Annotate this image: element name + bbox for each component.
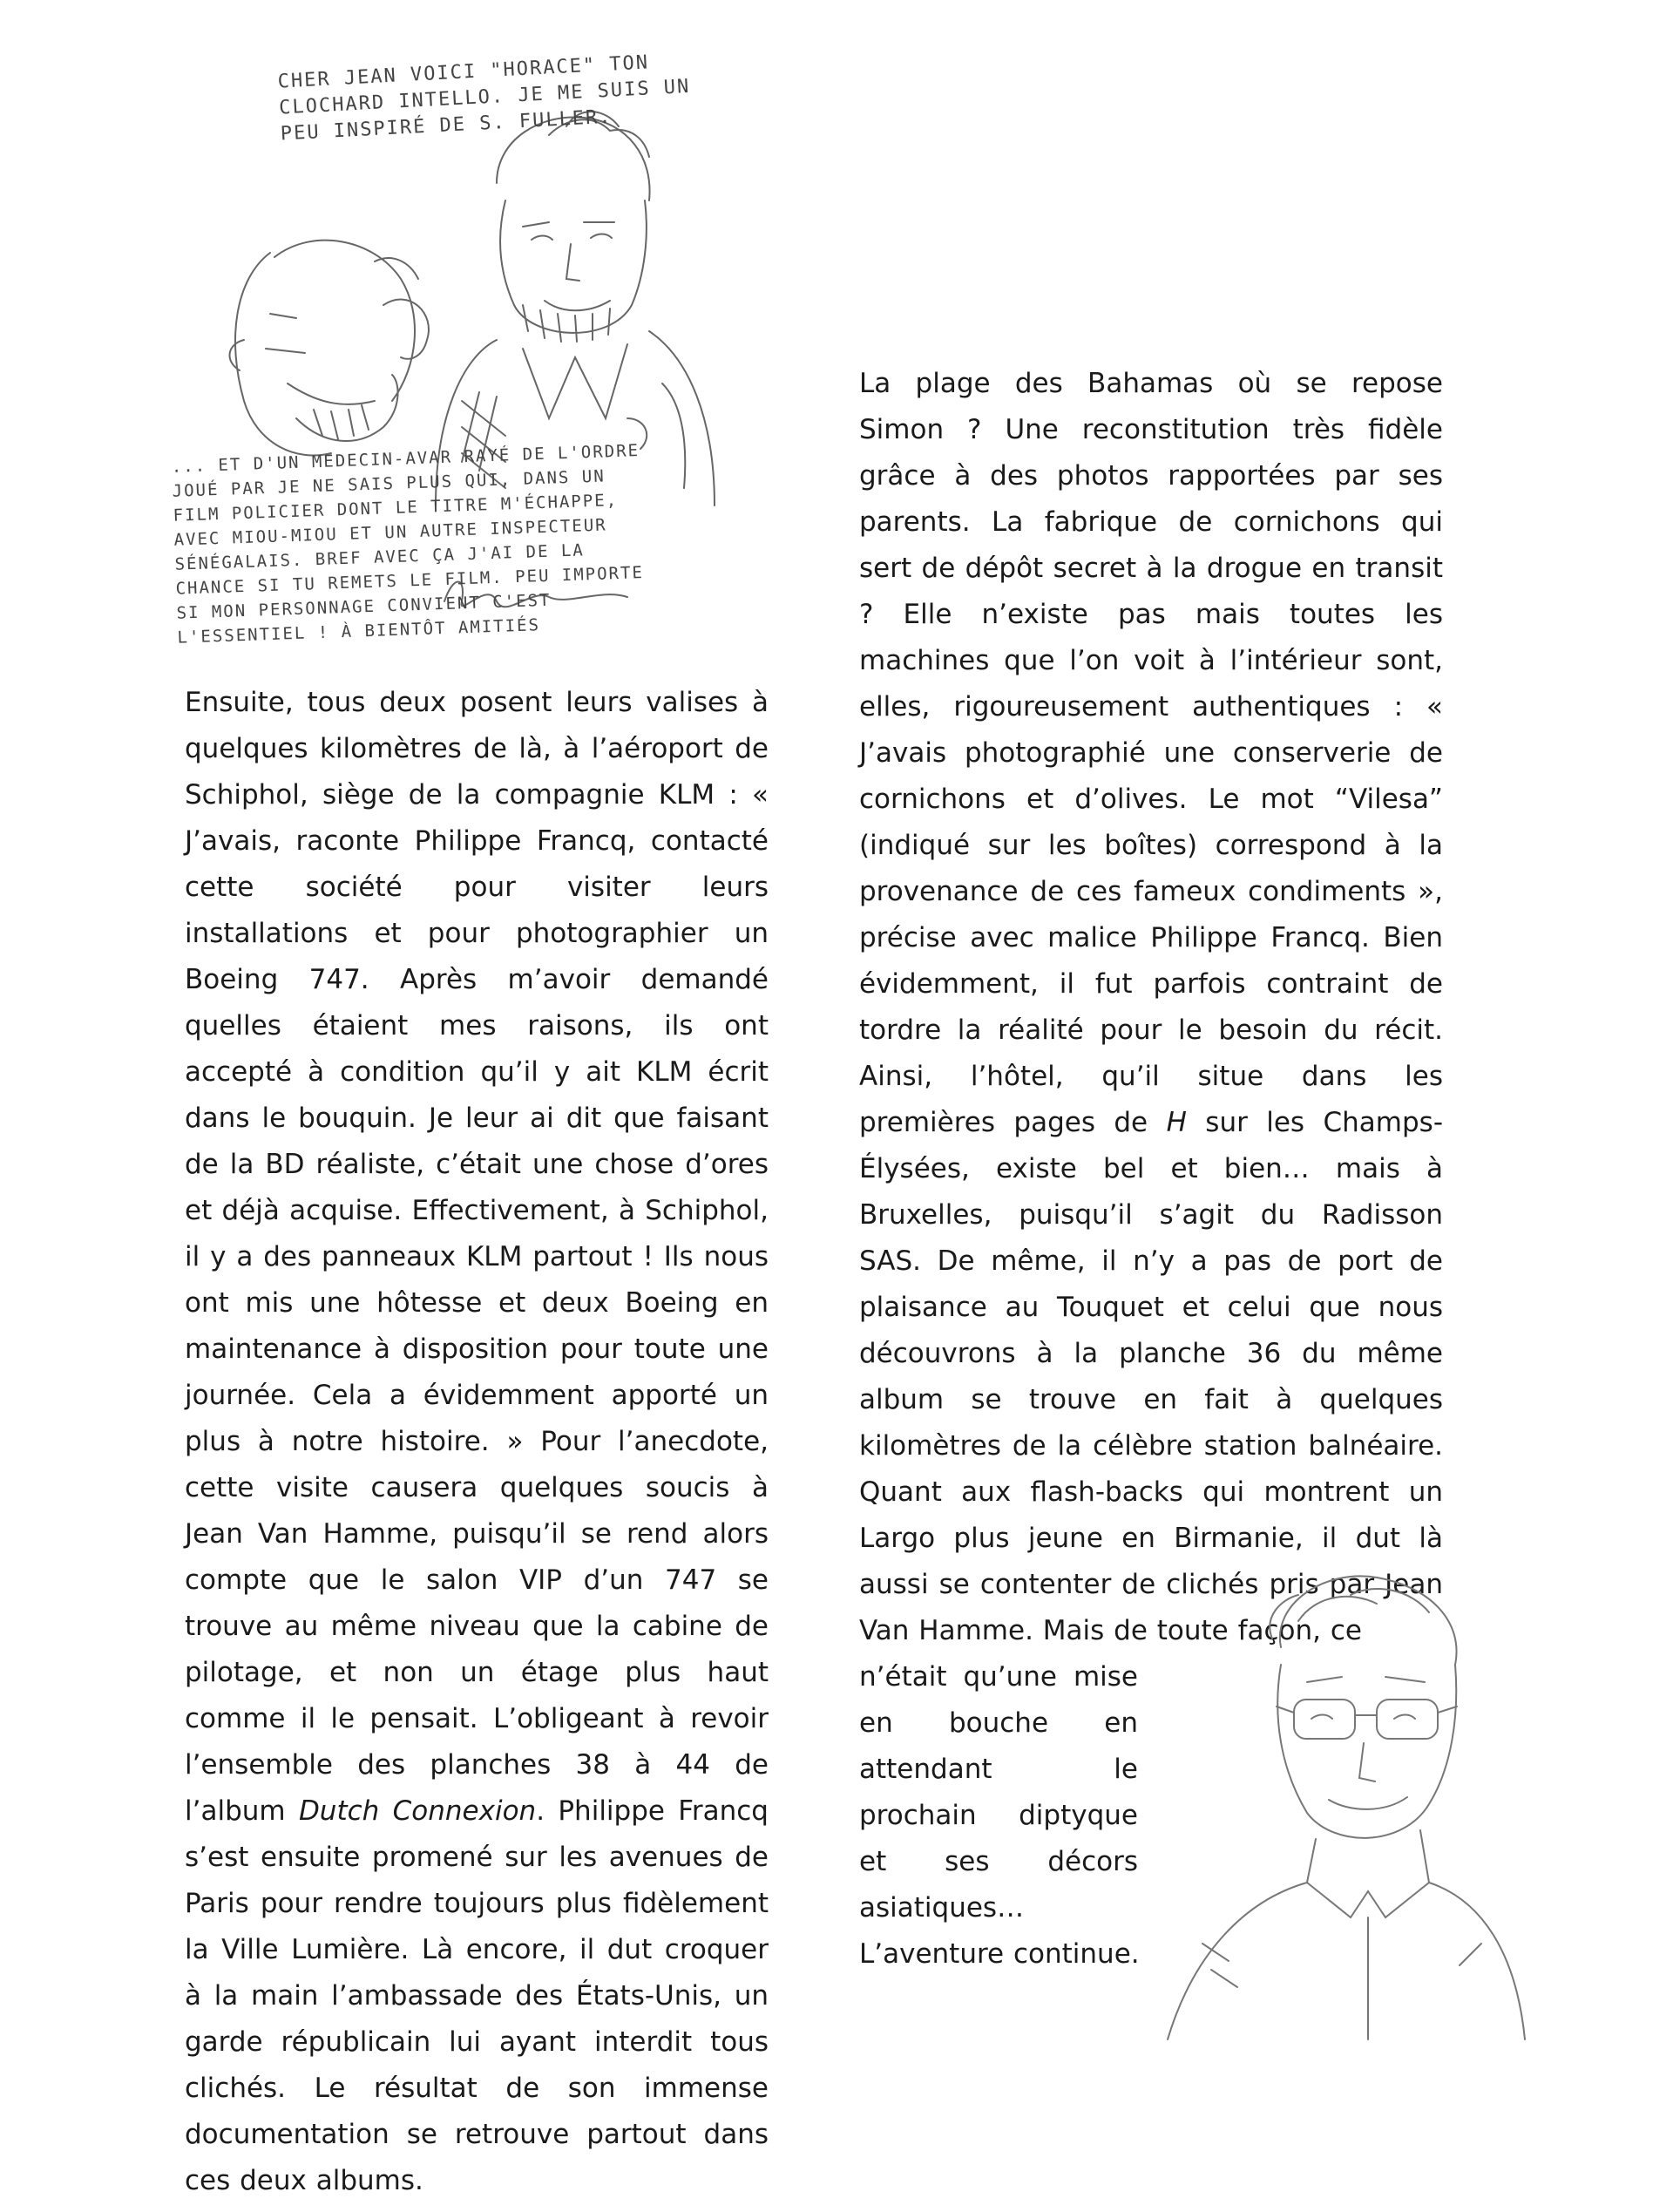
left-column-text <box>185 680 769 2204</box>
portrait-sketch-image <box>1150 1569 1534 2057</box>
right-paragraph: La plage des Bahamas où se repose Simon ? Une reconstitution très fidèle grâce à des photos rapportées par ses parents. La fabrique de cornichons qui sert de dépôt secret à la drogue en transit ? Elle n’existe pas mais toutes les machines que l’on voit à l’intérieur sont, elles, rigoureusement authentiques : « J’avais photographié une conserverie de cornichons et d’olives. Le mot “Vilesa” (indiqué sur les boîtes) correspond à la provenance de ces fameux condiments », précise avec malice Philippe Francq. Bien évidemment, il fut parfois contraint de tordre la réalité pour le besoin du récit. Ainsi, l’hôtel, qu’il situe dans les premières pages de H sur les Champs-Élysées, existe bel et bien… mais à Bruxelles, puisqu’il s’agit du Radisson SAS. De même, il n’y a pas de port de plaisance au Touquet et celui que nous découvrons à la planche 36 du même album se trouve en fait à quelques kilomètres de la célèbre station balnéaire. Quant aux flash-backs qui montrent un Largo plus jeune en Birmanie, il dut là aussi se contenter de clichés pris par Jean Van Hamme. Mais de toute façon, ce <box>859 368 1444 1646</box>
right-paragraph-short: n’était qu’une mise en bouche en attendant le prochain diptyque et ses décors asiatiques… <box>859 1661 1138 1924</box>
left-paragraph: Ensuite, tous deux posent leurs valises à quelques kilomètres de là, à l’aéroport de Schiphol, siège de la compagnie KLM : « J’avais, raconte Philippe Francq, contacté cette société pour visiter leurs installations et pour photographier un Boeing 747. Après m’avoir demandé quelles étaient mes raisons, ils ont accepté à condition qu’il y ait KLM écrit dans le bouquin. Je leur ai dit que faisant de la BD réaliste, c’était une chose d’ores et déjà acquise. Effectivement, à Schiphol, il y a des panneaux KLM partout ! Ils nous ont mis une hôtesse et deux Boeing en maintenance à disposition pour toute une journée. Cela a évidemment apporté un plus à notre histoire. » Pour l’anecdote, cette visite causera quelques soucis à Jean Van Hamme, puisqu’il se rend alors compte que le salon VIP d’un 747 se trouve au même niveau que la cabine de pilotage, et non un étage plus haut comme il le pensait. L’obligeant à revoir l’ensemble des planches 38 à 44 de l’album Dutch Connexion. Philippe Francq s’est ensuite promené sur les avenues de Paris pour rendre toujours plus fidèlement la Ville Lumière. Là encore, il dut croquer à la main l’ambassade des États-Unis, un garde républicain lui ayant interdit tous clichés. Le résultat de son immense documentation se retrouve partout dans ces deux albums. <box>185 687 769 2196</box>
closing-line: L’aventure continue. <box>859 1938 1140 1970</box>
sketch-note-top: CHER JEAN VOICI "HORACE" TON CLOCHARD INTELLO. JE ME SUIS UN PEU INSPIRÉ DE S. FULLER. <box>277 51 691 146</box>
sketch-note-bottom: ... ET D'UN MEDECIN-AVAR RAYÉ DE L'ORDRE JOUÉ PAR JE NE SAIS PLUS QUI, DANS UN FILM POLICIER DONT LE TITRE M'ÉCHAPPE, AVEC MIOU-MIOU ET UN AUTRE INSPECTEUR SÉNÉGALAIS. BREF AVEC ÇA J'AI DE LA CHANCE SI TU REMETS LE FILM. PEU IMPORTE SI MON PERSONNAGE CONVIENT C'EST L'ESSENTIEL ! À BIENTÔT AMITIÉS <box>171 441 645 648</box>
album-title-h: H <box>1166 1107 1187 1138</box>
album-title-dutch-connexion: Dutch Connexion <box>298 1795 537 1827</box>
